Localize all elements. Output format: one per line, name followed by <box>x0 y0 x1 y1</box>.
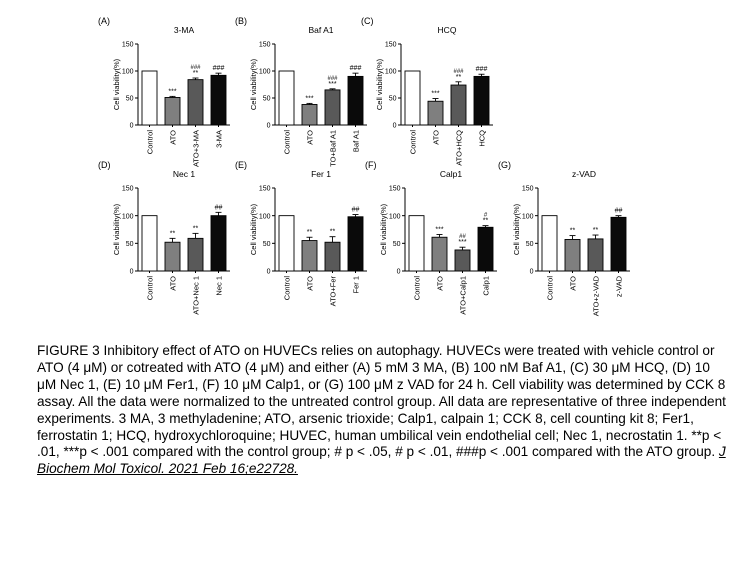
panel-f-bar-2 <box>432 237 447 271</box>
panel-b-label: (B) <box>235 16 247 26</box>
panel-e-label: (E) <box>235 160 247 170</box>
panel-d-ylabel: Cell viability(%) <box>112 203 121 256</box>
panel-g-category-label: Control <box>545 276 555 301</box>
panel-f-sig-ato-4: # <box>483 212 488 219</box>
panel-g-tick-label: 50 <box>525 240 534 248</box>
panel-f-tick-label: 0 <box>396 268 401 276</box>
panel-e-tick-label: 50 <box>262 240 271 248</box>
panel-g-category-label: z-VAD <box>614 276 624 298</box>
panel-f-tick-label: 100 <box>388 213 401 221</box>
panel-b-category-label: TO+Baf A1 <box>328 130 338 167</box>
panel-b-bar-1 <box>279 71 294 125</box>
panel-b-bar-2 <box>302 104 317 125</box>
panel-a-sig-2: *** <box>168 88 177 96</box>
panel-c-tick-label: 150 <box>384 41 397 49</box>
panel-f-bar-1 <box>409 216 424 271</box>
panel-f-tick-label: 150 <box>388 185 401 193</box>
panel-c-category-label: HCQ <box>477 130 487 147</box>
citation-link[interactable]: J Biochem Mol Toxicol. 2021 Feb 16;e22728. <box>37 444 726 477</box>
panel-d-sig-3: ** <box>192 225 199 233</box>
panel-b-tick-label: 100 <box>258 68 271 76</box>
panel-c-bar-3 <box>451 85 466 125</box>
panel-e-category-label: Fer 1 <box>351 276 361 294</box>
panel-a-category-label: 3-MA <box>214 130 224 148</box>
panel-b-sig-ato-3: ### <box>327 75 338 82</box>
panel-c-bar-2 <box>428 101 443 125</box>
panel-b-bar-4 <box>348 76 363 125</box>
panel-c-bar-4 <box>474 76 489 125</box>
panel-a-bar-2 <box>165 97 180 125</box>
panel-c-tick-label: 100 <box>384 68 397 76</box>
panel-a-label: (A) <box>98 16 110 26</box>
figure-caption <box>37 343 727 478</box>
panel-c-category-label: Control <box>408 130 418 155</box>
panel-g-ylabel: Cell viability(%) <box>512 203 521 256</box>
panel-g-title: z-VAD <box>572 169 596 179</box>
panel-e-category-label: ATO <box>305 276 315 291</box>
panel-e-bar-3 <box>325 242 340 271</box>
panel-g-tick-label: 150 <box>521 185 534 193</box>
panel-e-sig-4: ## <box>351 206 360 214</box>
panel-d-category-label: ATO+Nec 1 <box>191 276 201 315</box>
panel-f-category-label: Control <box>412 276 422 301</box>
panel-c-tick-label: 50 <box>388 95 397 103</box>
panel-d-tick-label: 150 <box>121 185 134 193</box>
panel-g-bar-4 <box>611 217 626 271</box>
panel-b-sig-2: *** <box>305 95 314 103</box>
panel-d-tick-label: 100 <box>121 213 134 221</box>
panel-g-label: (G) <box>498 160 511 170</box>
panel-f-sig-3: *** <box>458 239 467 247</box>
panel-a-tick-label: 150 <box>121 41 134 49</box>
panel-e-bar-2 <box>302 241 317 271</box>
panel-g-sig-2: ** <box>569 227 576 235</box>
panel-a-tick-label: 100 <box>121 68 134 76</box>
panel-b-tick-label: 0 <box>266 122 271 130</box>
panel-d-bar-3 <box>188 238 203 271</box>
panel-a-category-label: ATO <box>168 130 178 145</box>
panel-a-bar-3 <box>188 80 203 125</box>
panel-c-sig-ato-3: ### <box>453 68 464 75</box>
panel-e-tick-label: 100 <box>258 213 271 221</box>
panel-f-label: (F) <box>365 160 377 170</box>
panel-e-tick-label: 0 <box>266 268 271 276</box>
panel-c-tick-label: 0 <box>392 122 397 130</box>
panel-d-category-label: Nec 1 <box>214 276 224 296</box>
panel-f-category-label: Calp1 <box>481 276 491 296</box>
panel-f-tick-label: 50 <box>392 240 401 248</box>
panel-b-category-label: Control <box>282 130 292 155</box>
panel-b-bar-3 <box>325 90 340 125</box>
panel-b-title: Baf A1 <box>308 25 334 35</box>
panel-e-bar-1 <box>279 216 294 271</box>
panel-b-sig-3: *** <box>328 80 337 88</box>
panel-f-sig-2: *** <box>435 226 444 234</box>
panel-d-tick-label: 0 <box>129 268 134 276</box>
panel-d-sig-4: ## <box>214 204 223 212</box>
panel-a-category-label: ATO+3-MA <box>191 130 201 168</box>
panel-d-bar-2 <box>165 242 180 271</box>
panel-e-ylabel: Cell viability(%) <box>249 203 258 256</box>
panel-b-tick-label: 50 <box>262 95 271 103</box>
caption-text: FIGURE 3 Inhibitory effect of ATO on HUVECs relies on autophagy. HUVECs were treated with vehicle control or ATO (4 μM) or cotreated with ATO (4 μM) and either (A) 5 mM 3 MA, (B) 100 nM Baf A1, (C) 30 μM HCQ, (D) 10 μM Nec 1, (E) 10 μM Fer1, (F) 10 μM Calp1, or (G) 100 μM z VAD for 24 h. Cell viability was determined by CCK 8 assay. All the data were normalized to the untreated control group. All data are representative of three independent experiments. 3 MA, 3 methyladenine; ATO, arsenic trioxide; Calp1, calpain 1; CCK 8, cell counting kit 8; Fer1, ferrostatin 1; HCQ, hydroxychloroquine; HUVEC, human umbilical vein endothelial cell; Nec 1, necrostatin 1. **p < .01, ***p < .001 compared with the control group; # p < .05, # p < .01, ###p < .001 compared with the ATO group. <box>37 343 726 460</box>
panel-c-category-label: ATO <box>431 130 441 145</box>
panel-a-sig-3: ** <box>192 70 199 78</box>
panel-d-category-label: ATO <box>168 276 178 291</box>
panel-f-ylabel: Cell viability(%) <box>379 203 388 256</box>
panel-b-category-label: ATO <box>305 130 315 145</box>
panel-d-title: Nec 1 <box>172 169 196 179</box>
panel-d-label: (D) <box>98 160 111 170</box>
panel-g-tick-label: 0 <box>529 268 534 276</box>
panel-d-sig-2: ** <box>169 230 176 238</box>
panel-f-sig-ato-3: ## <box>459 234 466 241</box>
panel-e-category-label: ATO+Fer <box>328 276 338 307</box>
panel-c-sig-3: ** <box>455 73 462 81</box>
panel-g-tick-label: 100 <box>521 213 534 221</box>
panel-c-ylabel: Cell viability(%) <box>375 58 384 111</box>
panel-a-bar-1 <box>142 71 157 125</box>
panel-e-sig-2: ** <box>306 229 313 237</box>
panel-a-bar-4 <box>211 75 226 125</box>
panel-d-bar-4 <box>211 216 226 271</box>
panel-a-title: 3-MA <box>173 25 195 35</box>
panel-e-category-label: Control <box>282 276 292 301</box>
panel-c-sig-4: ### <box>475 66 488 74</box>
panel-d-bar-1 <box>142 216 157 271</box>
panel-f-bar-3 <box>455 250 470 271</box>
panel-g-bar-2 <box>565 239 580 271</box>
panel-d-tick-label: 50 <box>125 240 134 248</box>
panel-g-category-label: ATO <box>568 276 578 291</box>
panel-a-sig-ato-3: ### <box>190 65 201 72</box>
panel-g-sig-4: ## <box>614 207 623 215</box>
panel-e-sig-3: ** <box>329 228 336 236</box>
panel-g-category-label: ATO+z-VAD <box>591 276 601 317</box>
panel-c-bar-1 <box>405 71 420 125</box>
panel-b-sig-4: ### <box>349 65 362 73</box>
panel-e-title: Fer 1 <box>311 169 331 179</box>
panel-e-tick-label: 150 <box>258 185 271 193</box>
panel-a-sig-4: ### <box>212 65 225 73</box>
panel-e-bar-4 <box>348 217 363 271</box>
panel-a-tick-label: 50 <box>125 95 134 103</box>
panel-c-category-label: ATO+HCQ <box>454 130 464 166</box>
panel-g-bar-1 <box>542 216 557 271</box>
panel-c-sig-2: *** <box>431 90 440 98</box>
panel-f-category-label: ATO <box>435 276 445 291</box>
panel-c-label: (C) <box>361 16 374 26</box>
panel-a-ylabel: Cell viability(%) <box>112 58 121 111</box>
panel-f-bar-4 <box>478 227 493 271</box>
panel-b-ylabel: Cell viability(%) <box>249 58 258 111</box>
panel-f-title: Calp1 <box>439 169 463 179</box>
panel-d-category-label: Control <box>145 276 155 301</box>
panel-b-category-label: Baf A1 <box>351 130 361 153</box>
panel-a-category-label: Control <box>145 130 155 155</box>
panel-b-tick-label: 150 <box>258 41 271 49</box>
panel-g-bar-3 <box>588 239 603 271</box>
panel-c-title: HCQ <box>437 25 457 35</box>
panel-a-tick-label: 0 <box>129 122 134 130</box>
panel-f-sig-4: ** <box>482 217 489 225</box>
panel-g-sig-3: ** <box>592 227 599 235</box>
panel-f-category-label: ATO+Calp1 <box>458 276 468 315</box>
